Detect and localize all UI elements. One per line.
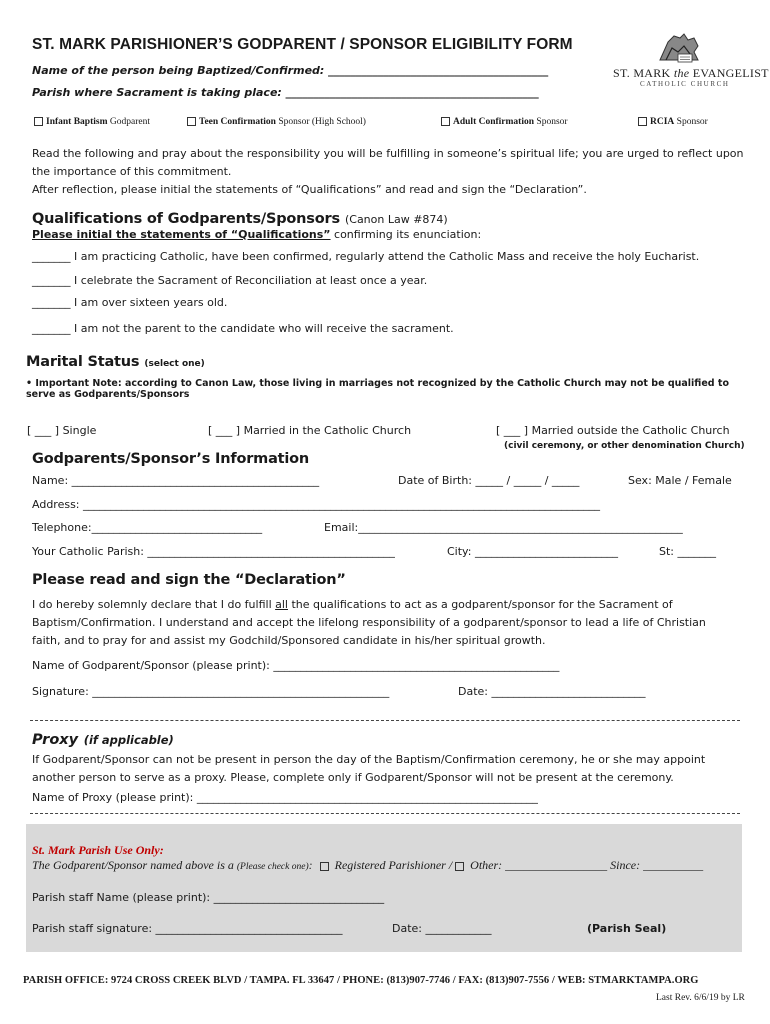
proxy-name-field[interactable]: Name of Proxy (please print): ______________________________________________________________ — [32, 791, 538, 804]
qualification-item[interactable]: _______ I am not the parent to the candidate who will receive the sacrament. — [32, 322, 454, 335]
info-heading: Godparents/Sponsor’s Information — [32, 451, 310, 467]
parish-use-heading: St. Mark Parish Use Only: — [32, 843, 164, 857]
parish-seal-label: (Parish Seal) — [587, 922, 667, 935]
option-married-outside[interactable]: [ ___ ] Married outside the Catholic Church — [496, 424, 730, 437]
married-outside-note: (civil ceremony, or other denomination Church) — [504, 441, 745, 451]
option-married-church[interactable]: [ ___ ] Married in the Catholic Church — [208, 424, 412, 437]
city-field[interactable]: City: __________________________ — [447, 545, 618, 558]
staff-signature-field[interactable]: Parish staff signature: __________________________________ — [32, 922, 343, 935]
baptized-name-field[interactable]: Name of the person being Baptized/Confirmed: ________________________________________ — [32, 64, 549, 77]
declaration-text: I do hereby solemnly declare that I do fulfill all the qualifications to act as a godparent/sponsor for the Sacrament of Baptism/Confirmation. I understand and accept the lifelong responsibility of a godparent/sponsor to lead a life of Christian faith, and to pray for and assist my Godchild/Sponsored candidate in his/her spiritual growth. — [32, 598, 706, 647]
intro-paragraph: Read the following and pray about the responsibility you will be fulfilling in someone’s spiritual life; you are urged to reflect upon the importance of this commitment. — [32, 147, 744, 178]
checkbox-icon[interactable] — [34, 117, 43, 126]
divider — [30, 813, 740, 814]
parish-use-status: The Godparent/Sponsor named above is a (Please check one): Registered Parishioner / Other: _________________ Since: __________ — [32, 858, 704, 872]
logo-name-1: ST. MARK — [613, 66, 674, 80]
checkbox-icon[interactable] — [441, 117, 450, 126]
option-infant-baptism[interactable]: Infant Baptism Godparent — [34, 117, 150, 127]
logo-subtitle: CATHOLIC CHURCH — [640, 80, 730, 88]
qualifications-heading: Qualifications of Godparents/Sponsors (Canon Law #874) — [32, 211, 448, 227]
form-title: ST. MARK PARISHIONER’S GODPARENT / SPONSOR ELIGIBILITY FORM — [32, 36, 573, 53]
signature-field[interactable]: Signature: ______________________________________________________ — [32, 685, 390, 698]
name-field[interactable]: Name: _____________________________________________ — [32, 474, 320, 487]
option-adult-confirmation[interactable]: Adult Confirmation Sponsor — [441, 117, 568, 127]
address-field[interactable]: Address: ______________________________________________________________________________________________ — [32, 498, 601, 511]
proxy-text: If Godparent/Sponsor can not be present in person the day of the Baptism/Confirmation ceremony, he or she may appoint another person to serve as a proxy. Please, complete only if Godparent/Sponsor will not be present at the ceremony. — [32, 753, 706, 784]
godparent-print-name-field[interactable]: Name of Godparent/Sponsor (please print): ____________________________________________________ — [32, 659, 560, 672]
registered-checkbox-icon[interactable] — [320, 862, 329, 871]
staff-date-field[interactable]: Date: ____________ — [392, 922, 492, 935]
checkbox-icon[interactable] — [638, 117, 647, 126]
logo-name-the: the — [673, 66, 690, 80]
evangelist-lion-icon — [654, 30, 704, 66]
dob-field[interactable]: Date of Birth: _____ / _____ / _____ — [398, 474, 580, 487]
sex-field[interactable]: Sex: Male / Female — [628, 474, 732, 487]
parish-field[interactable]: Parish where Sacrament is taking place: ______________________________________________ — [32, 86, 539, 99]
logo-name-2: EVANGELIST — [689, 66, 769, 80]
divider — [30, 720, 740, 721]
revision-note: Last Rev. 6/6/19 by LR — [656, 993, 745, 1003]
option-teen-confirmation[interactable]: Teen Confirmation Sponsor (High School) — [187, 117, 366, 127]
church-logo — [608, 30, 769, 90]
marital-heading: Marital Status (select one) — [26, 354, 205, 370]
declaration-date-field[interactable]: Date: ____________________________ — [458, 685, 646, 698]
intro-instruction: After reflection, please initial the statements of “Qualifications” and read and sign the “Declaration”. — [32, 183, 587, 196]
marital-note: • Important Note: according to Canon Law, those living in marriages not recognized by the Catholic Church may not be qualified to serve as Godparents/Sponsors — [26, 378, 729, 400]
qualifications-instruction: Please initial the statements of “Qualifications” confirming its enunciation: — [32, 228, 482, 241]
declaration-heading: Please read and sign the “Declaration” — [32, 572, 346, 588]
option-rcia[interactable]: RCIA Sponsor — [638, 117, 708, 127]
qualification-item[interactable]: _______ I am over sixteen years old. — [32, 296, 228, 309]
proxy-heading: Proxy (if applicable) — [32, 732, 174, 748]
checkbox-icon[interactable] — [187, 117, 196, 126]
other-checkbox-icon[interactable] — [455, 862, 464, 871]
state-field[interactable]: St: _______ — [659, 545, 716, 558]
option-single[interactable]: [ ___ ] Single — [27, 424, 97, 437]
parish-office-footer: PARISH OFFICE: 9724 CROSS CREEK BLVD / TAMPA. FL 33647 / PHONE: (813)907-7746 / FAX: (813)907-7556 / WEB: STMARKTAMPA.ORG — [23, 975, 699, 986]
qualification-item[interactable]: _______ I am practicing Catholic, have been confirmed, regularly attend the Catholic Mass and receive the holy Eucharist. — [32, 250, 700, 263]
staff-name-field[interactable]: Parish staff Name (please print): _______________________________ — [32, 891, 385, 904]
email-field[interactable]: Email:___________________________________________________________ — [324, 521, 683, 534]
telephone-field[interactable]: Telephone:_______________________________ — [32, 521, 263, 534]
qualification-item[interactable]: _______ I celebrate the Sacrament of Reconciliation at least once a year. — [32, 274, 428, 287]
catholic-parish-field[interactable]: Your Catholic Parish: _____________________________________________ — [32, 545, 395, 558]
